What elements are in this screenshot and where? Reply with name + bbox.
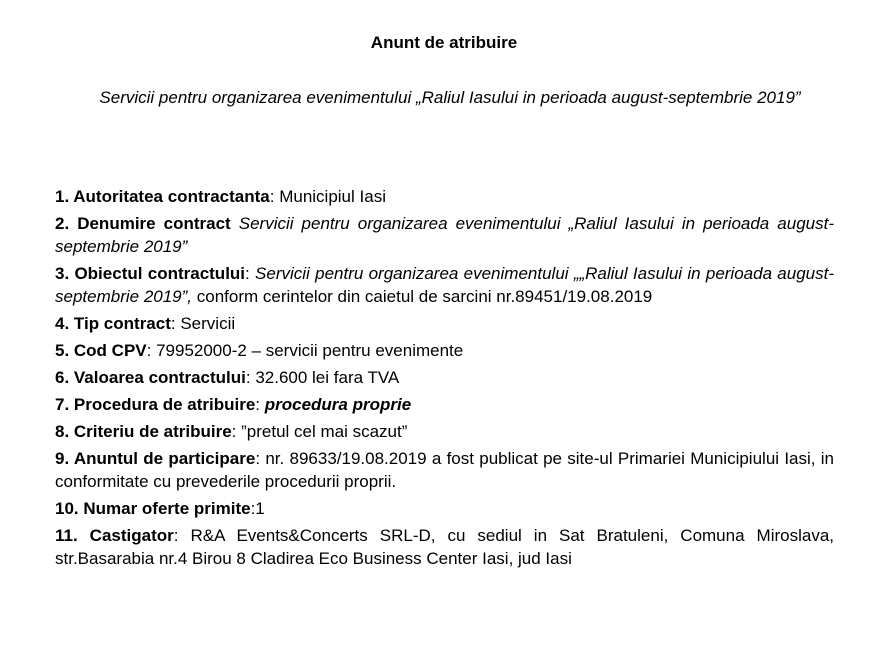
- item-label: 6. Valoarea contractului: [55, 368, 246, 387]
- item-separator: :: [250, 499, 256, 518]
- item-separator: :: [173, 526, 191, 545]
- list-item-contract-value: [55, 366, 834, 389]
- item-label: 8. Criteriu de atribuire: [55, 422, 232, 441]
- item-label: 11. Castigator: [55, 526, 174, 545]
- item-label: 2. Denumire contract: [55, 214, 231, 233]
- item-label: 4. Tip contract: [55, 314, 171, 333]
- list-item-contract-name: [55, 212, 834, 258]
- list-item-offers-received: [55, 497, 834, 520]
- list-item-winner: [55, 524, 834, 570]
- item-separator: :: [255, 449, 266, 468]
- item-label: 7. Procedura de atribuire: [55, 395, 256, 414]
- item-separator: :: [146, 341, 157, 360]
- item-value: procedura proprie: [264, 395, 412, 414]
- item-value: 1: [255, 499, 265, 518]
- item-separator: :: [269, 187, 280, 206]
- item-label: 3. Obiectul contractului: [55, 264, 246, 283]
- item-value: R&A Events&Concerts SRL-D, cu sediul in Sat Bratuleni, Comuna Miroslava, str.Basarabia nr.4 Birou 8 Cladirea Eco Business Center Iasi, jud Iasi: [55, 526, 834, 568]
- list-item-cpv-code: [55, 339, 834, 362]
- list-item-contracting-authority: [55, 185, 834, 208]
- list-item-award-procedure: [55, 393, 834, 416]
- item-label: 10. Numar oferte primite: [55, 499, 251, 518]
- document-title: Anunt de atribuire: [370, 33, 518, 52]
- document-subtitle: Servicii pentru organizarea evenimentului „Raliul Iasului in perioada august-septembrie 2019”: [99, 88, 801, 107]
- item-separator: :: [170, 314, 181, 333]
- item-separator: :: [231, 422, 242, 441]
- item-label: 9. Anuntul de participare: [55, 449, 256, 468]
- item-value: ”pretul cel mai scazut”: [241, 422, 408, 441]
- item-value: nr. 89633/19.08.2019 a fost publicat pe site-ul Primariei Municipiului Iasi, in conformitate cu prevederile procedurii proprii.: [55, 449, 834, 491]
- list-item-contract-object: [55, 262, 834, 308]
- award-details-list: [55, 185, 834, 574]
- item-value: conform cerintelor din caietul de sarcini nr.89451/19.08.2019: [192, 287, 653, 306]
- list-item-contract-type: [55, 312, 834, 335]
- item-value: Servicii pentru organizarea evenimentului „Raliul Iasului in perioada august-septembrie 2019”: [55, 214, 834, 256]
- item-separator: :: [245, 264, 256, 283]
- item-value-italic: Servicii pentru organizarea evenimentului „„Raliul Iasului in perioada august-septembrie 2019”,: [55, 264, 835, 306]
- item-value: Municipiul Iasi: [279, 187, 386, 206]
- list-item-award-criterion: [55, 420, 834, 443]
- item-value: 79952000-2 – servicii pentru evenimente: [156, 341, 464, 360]
- item-label: 5. Cod CPV: [55, 341, 147, 360]
- item-label: 1. Autoritatea contractanta: [55, 187, 270, 206]
- item-value: Servicii: [180, 314, 236, 333]
- item-value: 32.600 lei fara TVA: [255, 368, 400, 387]
- list-item-participation-notice: [55, 447, 834, 493]
- item-separator: :: [245, 368, 256, 387]
- item-separator: :: [255, 395, 265, 414]
- item-separator: [231, 214, 239, 233]
